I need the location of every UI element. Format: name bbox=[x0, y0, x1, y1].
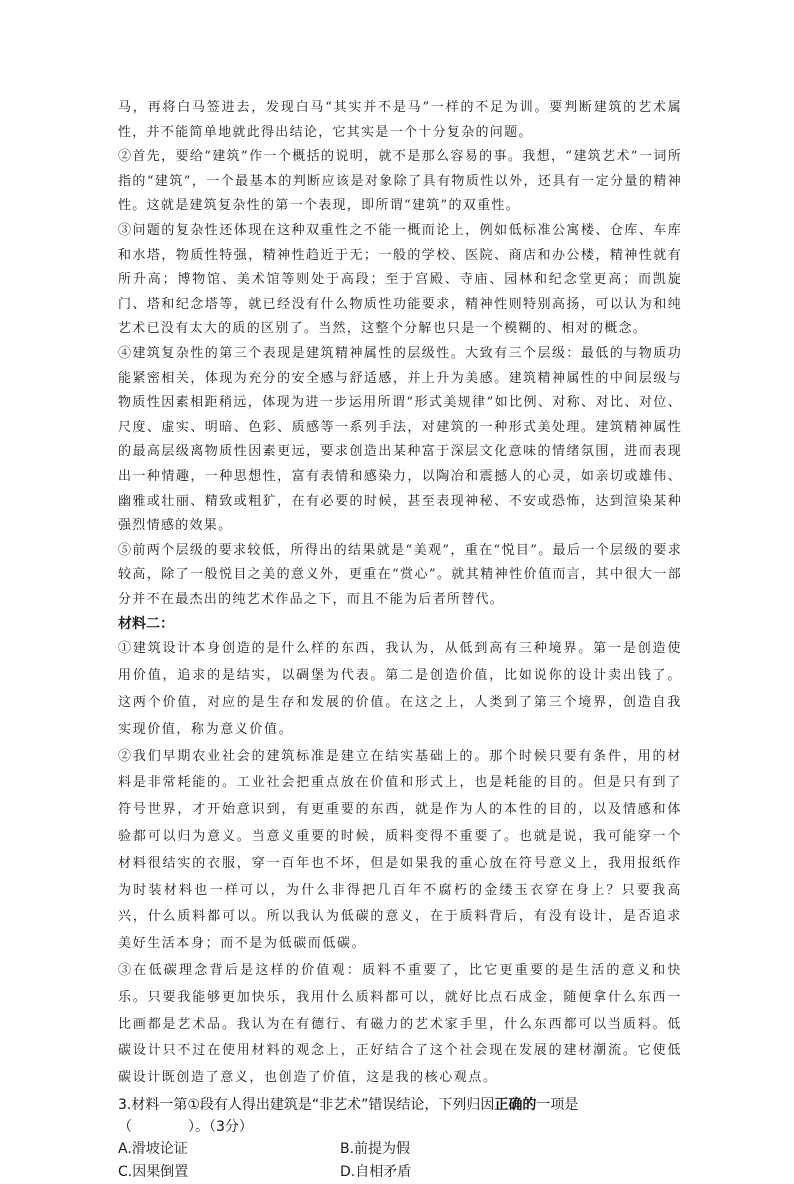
document-page bbox=[118, 96, 682, 1184]
material1-paragraph-4: ④建筑复杂性的第三个表现是建筑精神属性的层级性。大致有三个层级：最低的与物质功能紧密相关，体现为充分的安全感与舒适感，并上升为美感。建筑精神属性的中间层级与物质性因素相距稍远，体现为进一步运用所谓“形式美规律”如比例、对称、对比、对位、尺度、虚实、明暗、色彩、质感等一系列手法，对建筑的一种形式美处理。建筑精神属性的最高层级离物质性因素更远，要求创造出某种富于深层文化意味的情绪氛围，进而表现出一种情趣，一种思想性，富有表情和感染力，以陶冶和震撼人的心灵，如亲切或雄伟、幽雅或壮丽、精致或粗犷，在有必要的时候，甚至表现神秘、不安或恐怖，达到渲染某种强烈情感的效果。 bbox=[118, 345, 682, 534]
material2-paragraph-2: ②我们早期农业社会的建筑标准是建立在结实基础上的。那个时候只要有条件，用的材料是非常耗能的。工业社会把重点放在价值和形式上，也是耗能的目的。但是只有到了符号世界，才开始意识到，有更重要的东西，就是作为人的本性的目的，以及情感和体验都可以归为意义。当意义重要的时候，质料变得不重要了。也就是说，我可能穿一个材料很结实的衣服，穿一百年也不坏，但是如果我的重心放在符号意义上，我用报纸作为时装材料也一样可以，为什么非得把几百年不腐朽的金缕玉衣穿在身上？只要我高兴，什么质料都可以。所以我认为低碳的意义，在于质料背后，有没有设计，是否追求美好生活本身；而不是为低碳而低碳。 bbox=[118, 748, 682, 952]
question-stem bbox=[118, 1094, 682, 1138]
material1-paragraph-1: 马，再将白马签进去，发现白马“其实并不是马”一样的不足为训。要判断建筑的艺术属性，并不能简单地就此得出结论，它其实是一个十分复杂的问题。 bbox=[118, 100, 682, 140]
option-a[interactable]: A.滑坡论证 bbox=[118, 1141, 188, 1158]
material2-title: 材料二： bbox=[118, 616, 174, 633]
material2-paragraph-1: ①建筑设计本身创造的是什么样的东西，我认为，从低到高有三种境界。第一是创造使用价值，追求的是结实，以碉堡为代表。第二是创造价值，比如说你的设计卖出钱了。这两个价值，对应的是生存和发展的价值。在这之上，人类到了第三个境界，创造自我实现价值，称为意义价值。 bbox=[118, 641, 682, 737]
question-text: 3.材料一第①段有人得出建筑是“非艺术”错误结论，下列归因 bbox=[118, 1097, 495, 1114]
answer-options bbox=[118, 1138, 682, 1184]
question-text-end: 一项是 bbox=[536, 1097, 579, 1114]
material1-paragraph-3: ③问题的复杂性还体现在这种双重性之不能一概而论上，例如低标准公寓楼、仓库、车库和水塔，物质性特强，精神性趋近于无；一般的学校、医院、商店和办公楼，精神性就有所升高；博物馆、美术馆等则处于高段；至于宫殿、寺庙、园林和纪念堂更高；而凯旋门、塔和纪念塔等，就已经没有什么物质性功能要求，精神性则特别高扬，可以认为和纯艺术已没有太大的质的区别了。当然，这整个分解也只是一个模糊的、相对的概念。 bbox=[118, 222, 682, 337]
material2-paragraph-3: ③在低碳理念背后是这样的价值观：质料不重要了，比它更重要的是生活的意义和快乐。只要我能够更加快乐，我用什么质料都可以，就好比点石成金，随便拿什么东西一比画都是艺术品。我认为在有德行、有磁力的艺术家手里，什么东西都可以当质料。低碳设计只不过在使用材料的观念上，正好结合了这个社会现在发展的建材潮流。它使低碳设计既创造了意义，也创造了价值，这是我的核心观点。 bbox=[118, 963, 682, 1086]
answer-blank: （ ）。（3分） bbox=[118, 1119, 253, 1136]
option-d[interactable]: D.自相矛盾 bbox=[340, 1164, 412, 1181]
material1-paragraph-5: ⑤前两个层级的要求较低，所得出的结果就是“美观”，重在“悦目”。最后一个层级的要求较高，除了一般悦目之美的意义外，更重在“赏心”。就其精神性价值而言，其中很大一部分并不在最杰出的纯艺术作品之下，而且不能为后者所替代。 bbox=[118, 542, 682, 607]
option-b[interactable]: B.前提为假 bbox=[340, 1141, 411, 1158]
question-emphasis: 正确的 bbox=[494, 1097, 537, 1114]
material1-paragraph-2: ②首先，要给“建筑”作一个概括的说明，就不是那么容易的事。我想，“建筑艺术”一词所指的“建筑”，一个最基本的判断应该是对象除了具有物质性以外，还具有一定分量的精神性。这就是建筑复杂性的第一个表现，即所谓“建筑”的双重性。 bbox=[118, 149, 682, 214]
option-c[interactable]: C.因果倒置 bbox=[118, 1164, 189, 1181]
